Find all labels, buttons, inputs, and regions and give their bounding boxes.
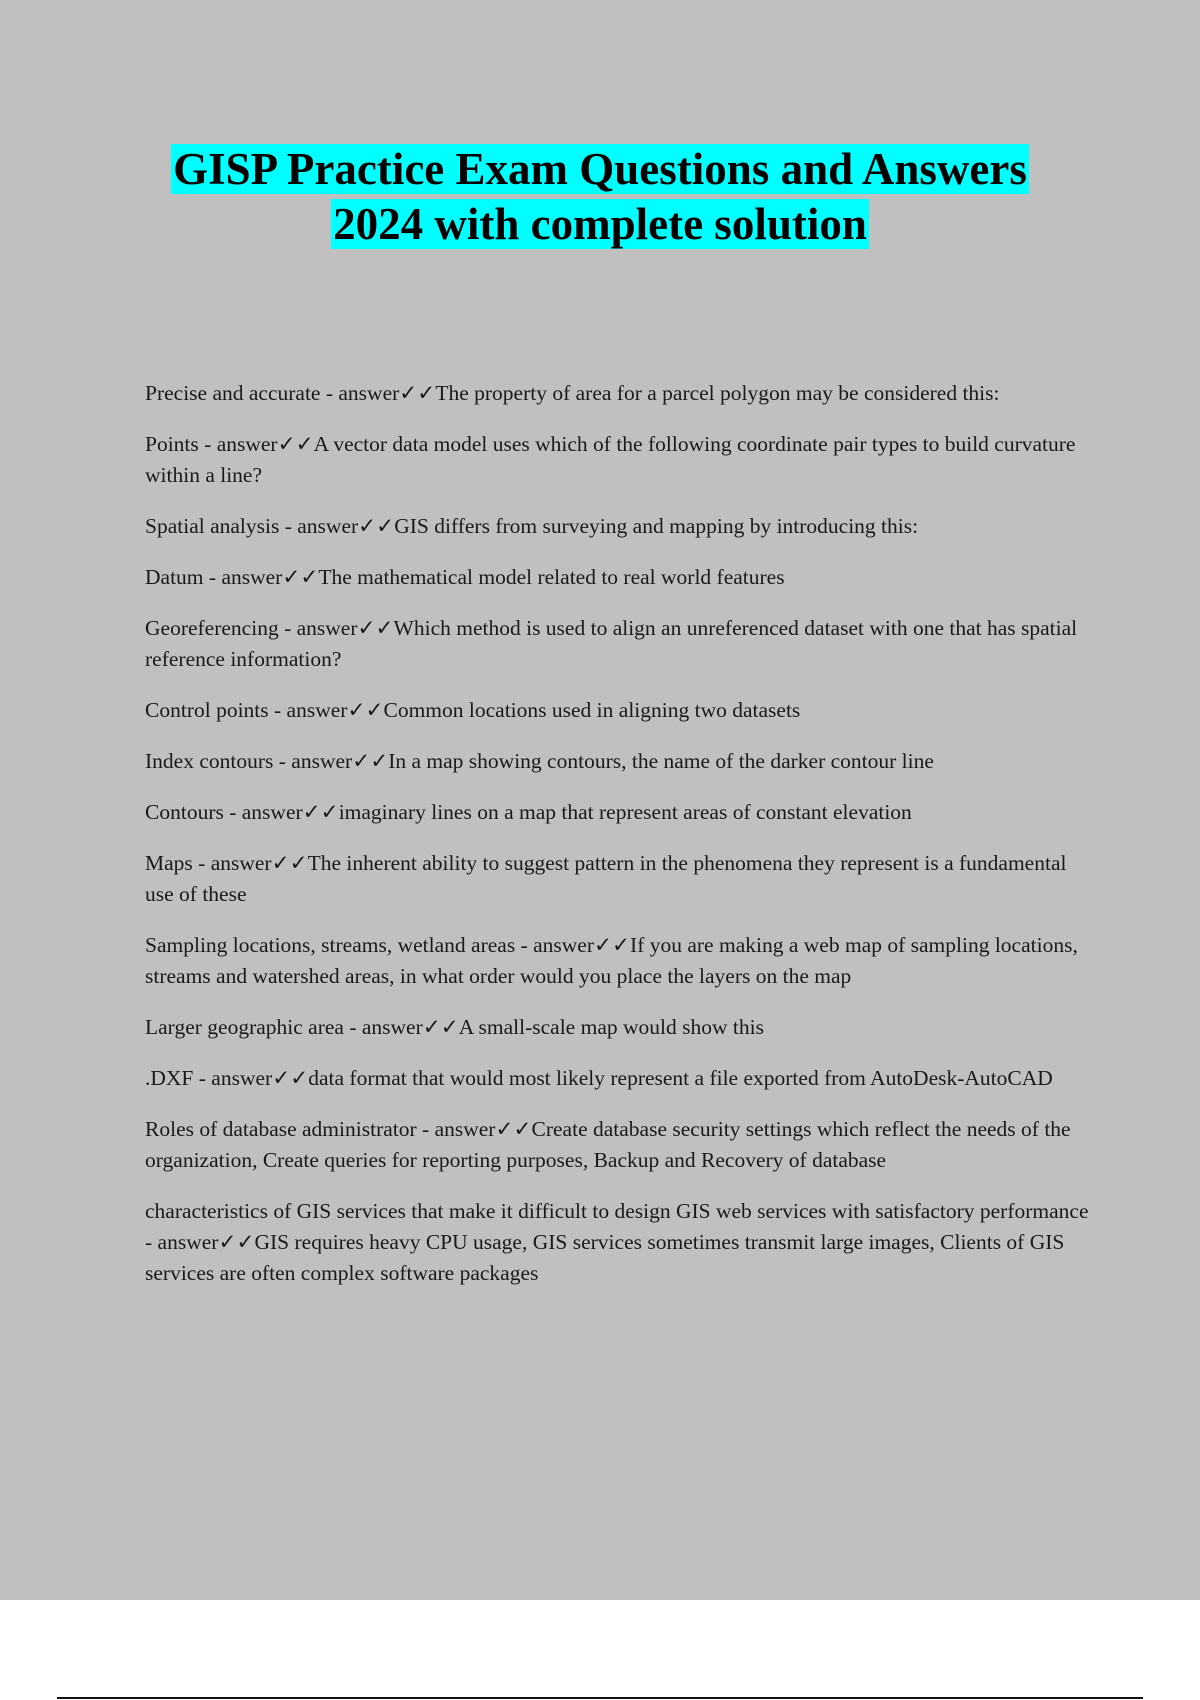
qa-item [145, 1063, 1090, 1094]
double-check-icon: ✓✓ [594, 933, 631, 957]
qa-item [145, 1012, 1090, 1043]
qa-list [145, 378, 1090, 1309]
qa-definition: The mathematical model related to real world features [318, 565, 785, 589]
qa-definition: If you are making a web map of sampling locations, streams and watershed areas, in what order would you place the layers on the map [145, 933, 1078, 988]
qa-term: Georeferencing [145, 616, 279, 640]
answer-separator: - answer [203, 565, 283, 589]
double-check-icon: ✓✓ [282, 565, 319, 589]
title-line-1: GISP Practice Exam Questions and Answers [173, 144, 1027, 194]
answer-separator: - answer [198, 432, 278, 456]
qa-definition: Common locations used in aligning two datasets [383, 698, 801, 722]
qa-item [145, 511, 1090, 542]
qa-item [145, 613, 1090, 675]
qa-item [145, 848, 1090, 910]
qa-item [145, 695, 1090, 726]
answer-separator: - answer [192, 851, 272, 875]
qa-definition: GIS differs from surveying and mapping by introducing this: [394, 514, 919, 538]
qa-term: Spatial analysis [145, 514, 280, 538]
qa-term: .DXF [145, 1066, 194, 1090]
answer-separator: - answer [278, 616, 358, 640]
double-check-icon: ✓✓ [357, 616, 394, 640]
double-check-icon: ✓✓ [347, 698, 384, 722]
answer-separator: - answer [343, 1015, 423, 1039]
footer-divider [57, 1697, 1143, 1699]
double-check-icon: ✓✓ [277, 432, 314, 456]
qa-item [145, 378, 1090, 409]
qa-item [145, 797, 1090, 828]
title-line-2: 2024 with complete solution [333, 199, 867, 249]
answer-separator: - answer [273, 749, 353, 773]
qa-definition: Create database security settings which reflect the needs of the organization, Create queries for reporting purposes, Backup and Recovery of database [145, 1117, 1071, 1172]
qa-term: Larger geographic area [145, 1015, 344, 1039]
qa-definition: In a map showing contours, the name of the darker contour line [388, 749, 934, 773]
qa-definition: Which method is used to align an unreferenced dataset with one that has spatial reference information? [145, 616, 1078, 671]
qa-item [145, 562, 1090, 593]
qa-item [145, 746, 1090, 777]
double-check-icon: ✓✓ [358, 514, 395, 538]
answer-separator: - answer [320, 381, 400, 405]
qa-term: Roles of database administrator [145, 1117, 417, 1141]
document-title [0, 142, 1200, 252]
qa-term: Sampling locations, streams, wetland areas [145, 933, 516, 957]
qa-definition: imaginary lines on a map that represent areas of constant elevation [338, 800, 912, 824]
answer-separator: - answer [515, 933, 594, 957]
qa-item [145, 1114, 1090, 1176]
double-check-icon: ✓✓ [271, 851, 308, 875]
qa-definition: GIS requires heavy CPU usage, GIS services sometimes transmit large images, Clients of GIS services are often complex software packages [145, 1230, 1065, 1285]
qa-definition: The property of area for a parcel polygon may be considered this: [435, 381, 1000, 405]
double-check-icon: ✓✓ [302, 800, 339, 824]
double-check-icon: ✓✓ [495, 1117, 532, 1141]
answer-separator: - answer [223, 800, 303, 824]
double-check-icon: ✓✓ [399, 381, 436, 405]
qa-definition: data format that would most likely represent a file exported from AutoDesk-AutoCAD [308, 1066, 1053, 1090]
qa-definition: A vector data model uses which of the following coordinate pair types to build curvature within a line? [145, 432, 1076, 487]
qa-term: Maps [145, 851, 193, 875]
answer-separator: - answer [416, 1117, 496, 1141]
answer-separator: - answer [279, 514, 359, 538]
double-check-icon: ✓✓ [218, 1230, 255, 1254]
answer-separator: - answer [268, 698, 348, 722]
answer-separator: - answer [193, 1066, 273, 1090]
qa-item [145, 930, 1090, 992]
qa-term: characteristics of GIS services that make it difficult to design GIS web services with satisfactory performance [145, 1199, 1089, 1223]
answer-separator: - answer [145, 1230, 219, 1254]
qa-definition: The inherent ability to suggest pattern in the phenomena they represent is a fundamental use of these [145, 851, 1067, 906]
qa-term: Datum [145, 565, 204, 589]
qa-term: Index contours [145, 749, 274, 773]
qa-definition: A small-scale map would show this [458, 1015, 764, 1039]
qa-term: Contours [145, 800, 224, 824]
qa-term: Precise and accurate [145, 381, 321, 405]
qa-item [145, 1196, 1090, 1289]
double-check-icon: ✓✓ [352, 749, 389, 773]
qa-item [145, 429, 1090, 491]
qa-term: Control points [145, 698, 269, 722]
qa-term: Points [145, 432, 199, 456]
double-check-icon: ✓✓ [422, 1015, 459, 1039]
double-check-icon: ✓✓ [272, 1066, 309, 1090]
